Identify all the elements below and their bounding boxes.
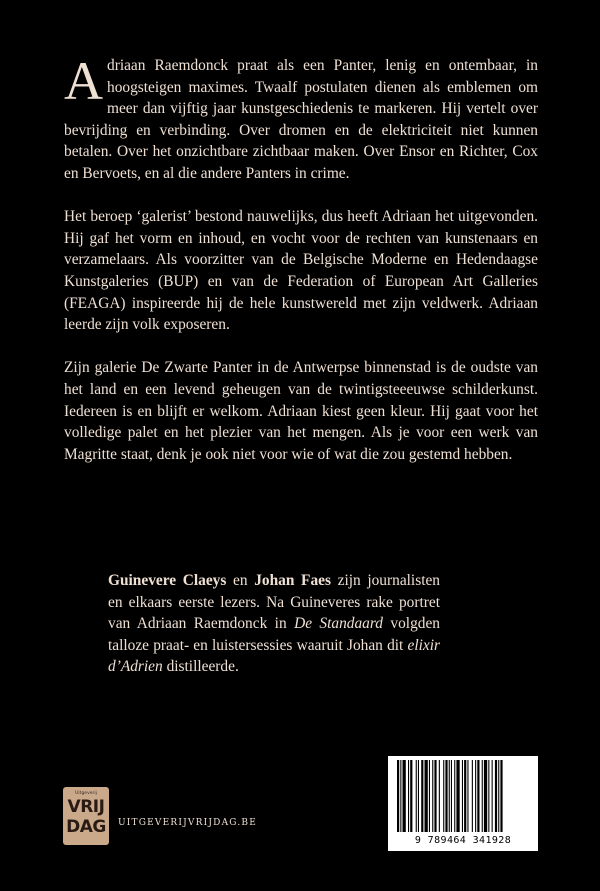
logo-line-1: VRIJ xyxy=(67,797,105,817)
isbn-number: 9 789464 341928 xyxy=(414,835,512,846)
bio-text-4: distilleerde. xyxy=(162,658,239,676)
barcode-bars xyxy=(395,760,531,832)
book-title: elixir d’Adrien xyxy=(108,636,440,676)
isbn-barcode xyxy=(388,756,538,851)
author-name-2: Johan Faes xyxy=(254,572,331,589)
bio-text-2: zijn journalisten en elkaars eerste lezers. Na Guineveres rake portret van Adriaan Raemdonck in xyxy=(108,572,440,633)
publisher-logo xyxy=(63,787,109,845)
logo-small-text: Uitgeverij xyxy=(75,791,97,796)
intro-paragraph xyxy=(64,51,538,185)
intro-text: driaan Raemdonck praat als een Panter, lenig en ontembaar, in hoogsteigen maximes. Twaalf postulaten dienen als emblemen om meer dan vijftig jaar kunstgeschiedenis te markeren. Hij vertelt over bevrijding en verbinding. Over dromen en de elektriciteit niet kunnen betalen. Over het onzichtbare zichtbaar maken. Over Ensor en Richter, Cox en Bervoets, en al die andere Panters in crime. xyxy=(64,57,538,182)
bio-text-1: en xyxy=(226,572,255,589)
newspaper-name: De Standaard xyxy=(294,615,383,633)
blurb xyxy=(64,51,538,487)
logo-line-2: DAG xyxy=(66,817,106,837)
drop-cap: A xyxy=(64,51,103,111)
paragraph-gallery: Zijn galerie De Zwarte Panter in de Antwerpse binnenstad is de oudste van het land en een levend geheugen van de twintigsteeeuwse schilderkunst. Iedereen is en blijft er welkom. Adriaan kiest geen kleur. Hij gaat voor het volledige palet en het plezier van het mengen. Als je voor een werk van Magritte staat, denk je ook niet voor wie of wat die zou gestemd hebben. xyxy=(64,359,538,463)
author-bio xyxy=(108,570,440,678)
bio-text-3: volgden talloze praat- en luistersessies waaruit Johan dit xyxy=(108,615,440,654)
paragraph-galerist: Het beroep ‘galerist’ bestond nauwelijks, dus heeft Adriaan het uitgevonden. Hij gaf het vorm en inhoud, en vocht voor de rechten van kunstenaars en verzamelaars. Als voorzitter van de Belgische Moderne en Hedendaagse Kunstgaleries (BUP) en van de Federation of European Art Galleries (FEAGA) inspireerde hij de hele kunstwereld met zijn veldwerk. Adriaan leerde zijn volk exposeren. xyxy=(64,208,538,334)
publisher-url: UITGEVERIJVRIJDAG.BE xyxy=(118,818,257,828)
author-name-1: Guinevere Claeys xyxy=(108,572,227,589)
